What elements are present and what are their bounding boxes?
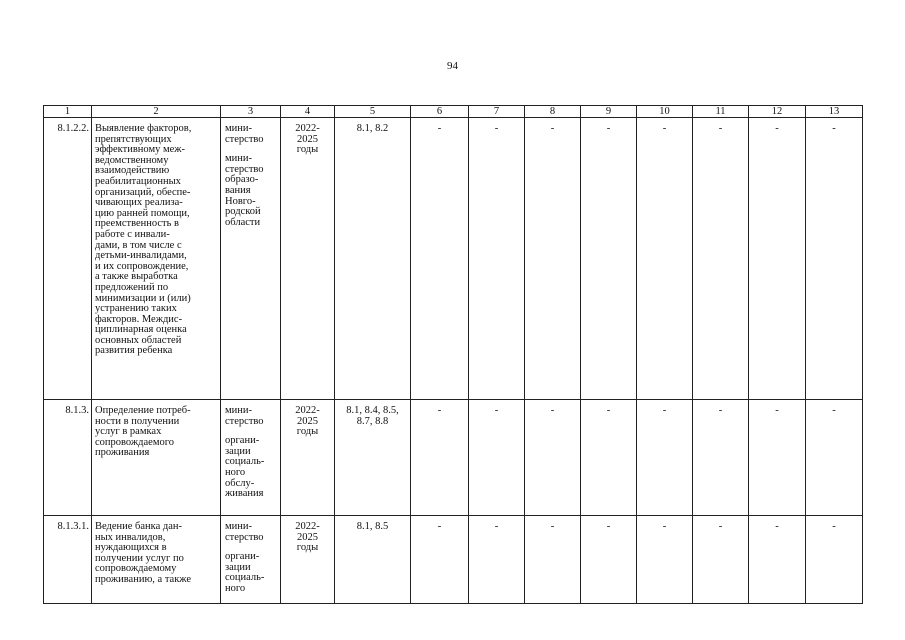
term-cell: 2022- 2025 годы bbox=[281, 516, 335, 604]
column-header: 12 bbox=[749, 106, 806, 118]
table-row bbox=[44, 516, 863, 604]
item-number: 8.1.2.2. bbox=[44, 118, 92, 400]
item-number: 8.1.3. bbox=[44, 400, 92, 516]
value-cell: - bbox=[525, 118, 581, 400]
value-cell: - bbox=[581, 516, 637, 604]
page-number: 94 bbox=[447, 60, 458, 72]
column-header: 13 bbox=[806, 106, 863, 118]
value-cell: - bbox=[749, 118, 806, 400]
column-header: 4 bbox=[281, 106, 335, 118]
value-cell: - bbox=[581, 400, 637, 516]
executor-cell bbox=[221, 516, 281, 604]
executor-primary: мини- стерство bbox=[225, 123, 264, 145]
header-row bbox=[44, 106, 863, 118]
value-cell: - bbox=[806, 118, 863, 400]
value-cell: - bbox=[411, 400, 469, 516]
value-cell: - bbox=[525, 400, 581, 516]
column-header: 9 bbox=[581, 106, 637, 118]
item-name: Определение потреб- ности в получении услуг в рамках сопровождаемого проживания bbox=[92, 400, 221, 516]
value-cell: - bbox=[411, 118, 469, 400]
indicators-cell: 8.1, 8.5 bbox=[335, 516, 411, 604]
value-cell: - bbox=[469, 118, 525, 400]
value-cell: - bbox=[581, 118, 637, 400]
column-header: 11 bbox=[693, 106, 749, 118]
table-row bbox=[44, 118, 863, 400]
value-cell: - bbox=[411, 516, 469, 604]
column-header: 10 bbox=[637, 106, 693, 118]
value-cell: - bbox=[693, 516, 749, 604]
value-cell: - bbox=[749, 400, 806, 516]
item-name: Выявление факторов, препятствующих эффективному меж- ведомственному взаимодействию реабилитационных организаций, обеспе- чивающих реализа- цию ранней помощи, преемственность в работе с инвали- дами, в том числе с детьми-инвалидами, и их сопровождение, а также выработка предложений по минимизации и (или) устранению таких факторов. Междис- циплинарная оценка основных областей развития ребенка bbox=[92, 118, 221, 400]
value-cell: - bbox=[637, 400, 693, 516]
item-number: 8.1.3.1. bbox=[44, 516, 92, 604]
value-cell: - bbox=[637, 118, 693, 400]
executor-secondary: органи- зации социаль- ного обслу- живания bbox=[225, 435, 265, 500]
value-cell: - bbox=[693, 118, 749, 400]
term-cell: 2022- 2025 годы bbox=[281, 400, 335, 516]
column-header: 5 bbox=[335, 106, 411, 118]
indicators-cell: 8.1, 8.4, 8.5, 8.7, 8.8 bbox=[335, 400, 411, 516]
executor-cell bbox=[221, 118, 281, 400]
executor-cell bbox=[221, 400, 281, 516]
column-header: 7 bbox=[469, 106, 525, 118]
term-cell: 2022- 2025 годы bbox=[281, 118, 335, 400]
executor-secondary: мини- стерство образо- вания Новго- родской области bbox=[225, 153, 264, 228]
indicators-cell: 8.1, 8.2 bbox=[335, 118, 411, 400]
value-cell: - bbox=[525, 516, 581, 604]
value-cell: - bbox=[637, 516, 693, 604]
column-header: 6 bbox=[411, 106, 469, 118]
table-row bbox=[44, 400, 863, 516]
value-cell: - bbox=[806, 516, 863, 604]
item-name: Ведение банка дан- ных инвалидов, нуждающихся в получении услуг по сопровождаемому проживанию, а также bbox=[92, 516, 221, 604]
column-header: 1 bbox=[44, 106, 92, 118]
value-cell: - bbox=[469, 400, 525, 516]
value-cell: - bbox=[749, 516, 806, 604]
executor-secondary: органи- зации социаль- ного bbox=[225, 551, 265, 594]
executor-primary: мини- стерство bbox=[225, 405, 264, 427]
column-header: 8 bbox=[525, 106, 581, 118]
value-cell: - bbox=[806, 400, 863, 516]
value-cell: - bbox=[693, 400, 749, 516]
value-cell: - bbox=[469, 516, 525, 604]
measures-table bbox=[43, 105, 863, 604]
column-header: 3 bbox=[221, 106, 281, 118]
executor-primary: мини- стерство bbox=[225, 521, 264, 543]
column-header: 2 bbox=[92, 106, 221, 118]
